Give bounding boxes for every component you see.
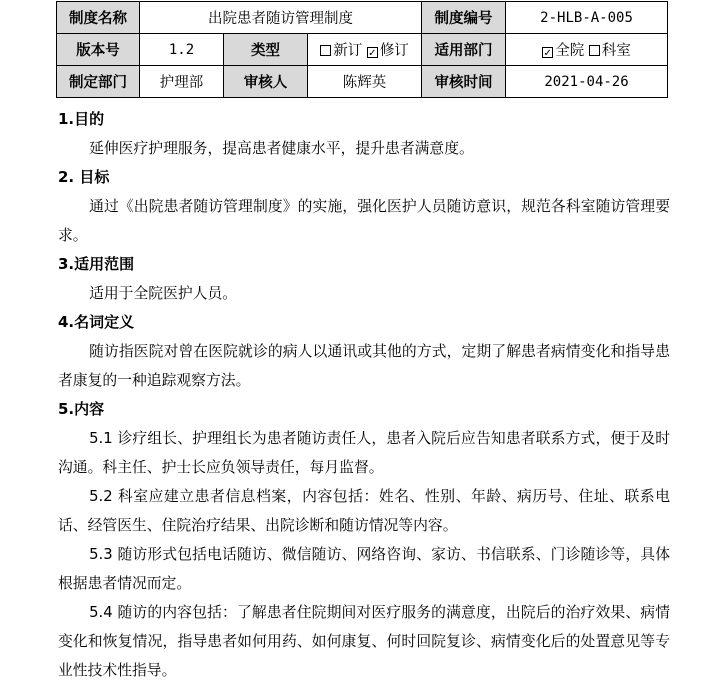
section-scope: [58, 250, 670, 308]
section-purpose: [58, 105, 670, 163]
section-goal: [58, 163, 670, 250]
section-paragraph: 5.2 科室应建立患者信息档案，内容包括：姓名、性别、年龄、病历号、住址、联系电话、经管医生、住院治疗结果、出院诊断和随访情况等内容。: [58, 488, 670, 534]
section-paragraph: 随访指医院对曾在医院就诊的病人以通讯或其他的方式，定期了解患者病情变化和指导患者康复的一种追踪观察方法。: [58, 343, 670, 389]
review-time-label: 审核时间: [422, 66, 506, 98]
type-option-new-label: 新订: [333, 43, 363, 59]
section-paragraph: 5.4 随访的内容包括：了解患者住院期间对医疗服务的满意度，出院后的治疗效果、病情变化和恢复情况，指导患者如何用药、如何康复、何时回院复诊、病情变化后的处置意见等专业性技术性指导。: [58, 604, 670, 679]
reviewer-label: 审核人: [224, 66, 308, 98]
meta-row-1: [57, 2, 668, 34]
section-heading: 3.适用范围: [58, 255, 135, 273]
section-heading: 1.目的: [58, 110, 105, 128]
meta-row-3: [57, 66, 668, 98]
reviewer-value: 陈辉英: [308, 66, 422, 98]
code-value: 2-HLB-A-005: [506, 2, 668, 34]
code-label: 制度编号: [422, 2, 506, 34]
type-option-new[interactable]: [320, 43, 362, 59]
type-label: 类型: [224, 34, 308, 66]
review-time-value: 2021-04-26: [506, 66, 668, 98]
version-value: 1.2: [140, 34, 224, 66]
section-paragraph: 5.1 诊疗组长、护理组长为患者随访责任人，患者入院后应告知患者联系方式，便于及时沟通。科主任、护士长应负领导责任，每月监督。: [58, 430, 670, 476]
document-body: [58, 105, 670, 685]
section-heading: 2. 目标: [58, 168, 110, 186]
section-paragraph: 通过《出院患者随访管理制度》的实施，强化医护人员随访意识，规范各科室随访管理要求。: [58, 198, 670, 244]
dept-option-hospital-label: 全院: [555, 43, 585, 59]
unchecked-box-icon: [320, 45, 331, 56]
section-content: [58, 395, 670, 685]
dept-option-department-label: 科室: [601, 43, 631, 59]
dept-label: 适用部门: [422, 34, 506, 66]
version-label: 版本号: [57, 34, 140, 66]
type-option-revised[interactable]: [367, 43, 409, 59]
section-heading: 4.名词定义: [58, 313, 135, 331]
meta-row-2: [57, 34, 668, 66]
name-value: 出院患者随访管理制度: [140, 2, 422, 34]
checked-box-icon: ✓: [543, 48, 552, 59]
dept-option-department[interactable]: [589, 43, 631, 59]
unchecked-box-icon: [589, 45, 600, 56]
type-options: [308, 34, 422, 66]
name-label: 制度名称: [57, 2, 140, 34]
dept-option-hospital[interactable]: [542, 43, 584, 59]
regulation-meta-table: [56, 1, 668, 98]
section-definitions: [58, 308, 670, 395]
checked-box-icon: ✓: [368, 48, 377, 59]
maker-value: 护理部: [140, 66, 224, 98]
section-paragraph: 延伸医疗护理服务，提高患者健康水平，提升患者满意度。: [89, 140, 474, 157]
maker-label: 制定部门: [57, 66, 140, 98]
section-heading: 5.内容: [58, 400, 105, 418]
dept-options: [506, 34, 668, 66]
type-option-revised-label: 修订: [379, 43, 409, 59]
section-paragraph: 5.3 随访形式包括电话随访、微信随访、网络咨询、家访、书信联系、门诊随诊等，具体根据患者情况而定。: [58, 546, 670, 592]
section-paragraph: 适用于全院医护人员。: [89, 285, 238, 302]
